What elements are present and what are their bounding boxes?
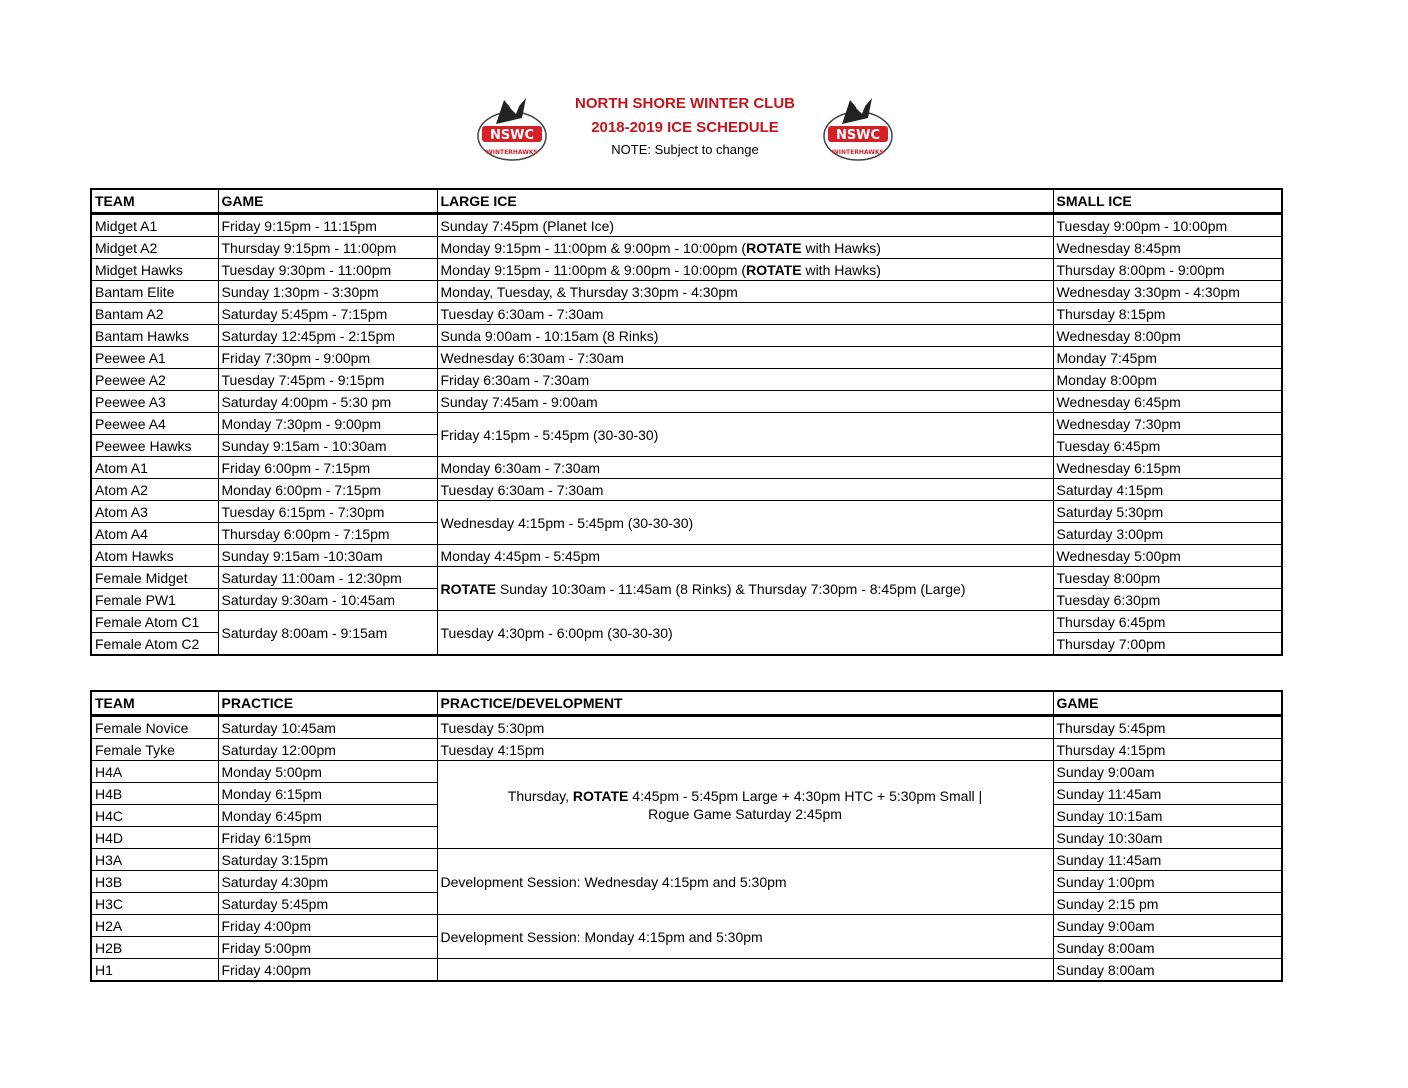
practice-cell: Friday 4:00pm xyxy=(218,959,437,982)
table-row xyxy=(91,259,1282,281)
team-cell: Peewee A1 xyxy=(91,347,218,369)
small-ice-cell: Thursday 8:00pm - 9:00pm xyxy=(1053,259,1282,281)
table-header-row xyxy=(91,189,1282,214)
team-cell: Peewee A2 xyxy=(91,369,218,391)
rotate-label: ROTATE xyxy=(746,239,802,256)
large-ice-cell: Friday 4:15pm - 5:45pm (30-30-30) xyxy=(437,413,1053,457)
logo-subtext: WINTERHAWKS xyxy=(486,149,538,156)
team-cell: Midget A1 xyxy=(91,214,218,237)
large-ice-cell: Sunday 7:45pm (Planet Ice) xyxy=(437,214,1053,237)
development-cell xyxy=(437,959,1053,982)
practice-cell: Saturday 3:15pm xyxy=(218,849,437,871)
game-cell: Saturday 11:00am - 12:30pm xyxy=(218,567,437,589)
game-cell: Thursday 5:45pm xyxy=(1053,716,1282,739)
game-cell: Sunday 8:00am xyxy=(1053,959,1282,982)
game-cell: Tuesday 6:15pm - 7:30pm xyxy=(218,501,437,523)
large-ice-cell: Wednesday 6:30am - 7:30am xyxy=(437,347,1053,369)
large-ice-text: Sunday 10:30am - 11:45am (8 Rinks) & Thursday 7:30pm - 8:45pm (Large) xyxy=(495,580,966,597)
game-cell: Thursday 6:00pm - 7:15pm xyxy=(218,523,437,545)
game-cell: Friday 9:15pm - 11:15pm xyxy=(218,214,437,237)
game-cell: Friday 7:30pm - 9:00pm xyxy=(218,347,437,369)
team-cell: H4B xyxy=(91,783,218,805)
game-cell: Tuesday 7:45pm - 9:15pm xyxy=(218,369,437,391)
team-cell: Atom A2 xyxy=(91,479,218,501)
game-cell: Saturday 4:00pm - 5:30 pm xyxy=(218,391,437,413)
practice-cell: Monday 6:15pm xyxy=(218,783,437,805)
small-ice-cell: Tuesday 8:00pm xyxy=(1053,567,1282,589)
table-row xyxy=(91,391,1282,413)
game-cell: Monday 6:00pm - 7:15pm xyxy=(218,479,437,501)
schedule-note: NOTE: Subject to change xyxy=(611,142,759,157)
table-row xyxy=(91,545,1282,567)
table-row xyxy=(91,567,1282,589)
team-cell: H2B xyxy=(91,937,218,959)
table-row xyxy=(91,347,1282,369)
small-ice-cell: Saturday 5:30pm xyxy=(1053,501,1282,523)
large-ice-cell xyxy=(437,567,1053,611)
team-cell: Peewee A4 xyxy=(91,413,218,435)
header-text xyxy=(520,92,850,160)
col-header-team: TEAM xyxy=(91,691,218,716)
development-cell: Development Session: Monday 4:15pm and 5:30pm xyxy=(437,915,1053,959)
game-cell: Sunday 11:45am xyxy=(1053,849,1282,871)
small-ice-cell: Saturday 4:15pm xyxy=(1053,479,1282,501)
large-ice-cell xyxy=(437,259,1053,281)
table-row xyxy=(91,325,1282,347)
team-cell: H4C xyxy=(91,805,218,827)
team-cell: Atom A1 xyxy=(91,457,218,479)
team-cell: Atom A3 xyxy=(91,501,218,523)
development-text: Thursday, xyxy=(507,787,573,804)
schedule-header xyxy=(0,92,1408,172)
team-cell: Female Midget xyxy=(91,567,218,589)
logo-subtext: WINTERHAWKS xyxy=(832,149,884,156)
development-cell: Tuesday 4:15pm xyxy=(437,739,1053,761)
game-cell: Sunday 9:15am -10:30am xyxy=(218,545,437,567)
large-ice-text: with Hawks) xyxy=(801,239,881,256)
small-ice-cell: Monday 7:45pm xyxy=(1053,347,1282,369)
table-row xyxy=(91,281,1282,303)
game-cell: Sunday 9:00am xyxy=(1053,915,1282,937)
table-row xyxy=(91,369,1282,391)
development-cell: Tuesday 5:30pm xyxy=(437,716,1053,739)
practice-cell: Saturday 4:30pm xyxy=(218,871,437,893)
col-header-game: GAME xyxy=(218,189,437,214)
team-cell: H4A xyxy=(91,761,218,783)
table-row xyxy=(91,849,1282,871)
table-row xyxy=(91,761,1282,783)
large-ice-cell: Tuesday 6:30am - 7:30am xyxy=(437,303,1053,325)
table-row xyxy=(91,501,1282,523)
practice-cell: Saturday 5:45pm xyxy=(218,893,437,915)
small-ice-cell: Wednesday 8:00pm xyxy=(1053,325,1282,347)
large-ice-cell: Sunda 9:00am - 10:15am (8 Rinks) xyxy=(437,325,1053,347)
practice-cell: Saturday 10:45am xyxy=(218,716,437,739)
col-header-game: GAME xyxy=(1053,691,1282,716)
col-header-large-ice: LARGE ICE xyxy=(437,189,1053,214)
game-cell: Saturday 12:45pm - 2:15pm xyxy=(218,325,437,347)
small-ice-cell: Thursday 8:15pm xyxy=(1053,303,1282,325)
game-cell: Friday 6:00pm - 7:15pm xyxy=(218,457,437,479)
game-cell: Sunday 11:45am xyxy=(1053,783,1282,805)
team-cell: Atom A4 xyxy=(91,523,218,545)
team-cell: Bantam A2 xyxy=(91,303,218,325)
table-header-row xyxy=(91,691,1282,716)
team-cell: Female Novice xyxy=(91,716,218,739)
rotate-label: ROTATE xyxy=(746,261,802,278)
team-cell: Bantam Elite xyxy=(91,281,218,303)
large-ice-text: Monday 9:15pm - 11:00pm & 9:00pm - 10:00pm ( xyxy=(440,239,747,256)
game-cell: Saturday 5:45pm - 7:15pm xyxy=(218,303,437,325)
practice-cell: Friday 5:00pm xyxy=(218,937,437,959)
team-cell: Midget A2 xyxy=(91,237,218,259)
logo-text: NSWC xyxy=(489,128,535,143)
development-cell xyxy=(437,761,1053,849)
game-cell: Sunday 9:00am xyxy=(1053,761,1282,783)
game-cell: Saturday 8:00am - 9:15am xyxy=(218,611,437,656)
rotate-label: ROTATE xyxy=(572,787,629,804)
table-row xyxy=(91,716,1282,739)
large-ice-text: with Hawks) xyxy=(801,261,881,278)
game-cell: Sunday 10:15am xyxy=(1053,805,1282,827)
table-row xyxy=(91,739,1282,761)
large-ice-text: Monday 9:15pm - 11:00pm & 9:00pm - 10:00pm ( xyxy=(440,261,747,278)
team-cell: H3C xyxy=(91,893,218,915)
ice-schedule-table xyxy=(90,188,1283,656)
large-ice-cell: Tuesday 6:30am - 7:30am xyxy=(437,479,1053,501)
table-row xyxy=(91,237,1282,259)
large-ice-cell xyxy=(437,237,1053,259)
practice-cell: Friday 6:15pm xyxy=(218,827,437,849)
small-ice-cell: Wednesday 8:45pm xyxy=(1053,237,1282,259)
col-header-small-ice: SMALL ICE xyxy=(1053,189,1282,214)
development-cell: Development Session: Wednesday 4:15pm and 5:30pm xyxy=(437,849,1053,915)
rogue-game-text: Rogue Game Saturday 2:45pm xyxy=(648,805,842,822)
table-row xyxy=(91,959,1282,982)
team-cell: Female PW1 xyxy=(91,589,218,611)
club-name: NORTH SHORE WINTER CLUB xyxy=(575,95,795,112)
game-cell: Tuesday 9:30pm - 11:00pm xyxy=(218,259,437,281)
large-ice-cell: Monday, Tuesday, & Thursday 3:30pm - 4:30pm xyxy=(437,281,1053,303)
table-row xyxy=(91,457,1282,479)
small-ice-cell: Tuesday 6:45pm xyxy=(1053,435,1282,457)
practice-cell: Monday 5:00pm xyxy=(218,761,437,783)
small-ice-cell: Monday 8:00pm xyxy=(1053,369,1282,391)
table-row xyxy=(91,915,1282,937)
col-header-practice-development: PRACTICE/DEVELOPMENT xyxy=(437,691,1053,716)
small-ice-cell: Wednesday 3:30pm - 4:30pm xyxy=(1053,281,1282,303)
small-ice-cell: Saturday 3:00pm xyxy=(1053,523,1282,545)
game-cell: Saturday 9:30am - 10:45am xyxy=(218,589,437,611)
game-cell: Sunday 1:30pm - 3:30pm xyxy=(218,281,437,303)
practice-schedule-table xyxy=(90,690,1283,982)
team-cell: Midget Hawks xyxy=(91,259,218,281)
nswc-logo xyxy=(820,94,896,164)
team-cell: Peewee Hawks xyxy=(91,435,218,457)
team-cell: Bantam Hawks xyxy=(91,325,218,347)
team-cell: Female Tyke xyxy=(91,739,218,761)
small-ice-cell: Tuesday 6:30pm xyxy=(1053,589,1282,611)
large-ice-cell: Friday 6:30am - 7:30am xyxy=(437,369,1053,391)
game-cell: Sunday 9:15am - 10:30am xyxy=(218,435,437,457)
practice-cell: Saturday 12:00pm xyxy=(218,739,437,761)
team-cell: H1 xyxy=(91,959,218,982)
game-cell: Thursday 9:15pm - 11:00pm xyxy=(218,237,437,259)
large-ice-cell: Tuesday 4:30pm - 6:00pm (30-30-30) xyxy=(437,611,1053,656)
game-cell: Thursday 4:15pm xyxy=(1053,739,1282,761)
col-header-team: TEAM xyxy=(91,189,218,214)
large-ice-cell: Monday 4:45pm - 5:45pm xyxy=(437,545,1053,567)
small-ice-cell: Wednesday 7:30pm xyxy=(1053,413,1282,435)
table-row xyxy=(91,303,1282,325)
team-cell: Female Atom C1 xyxy=(91,611,218,633)
table-row xyxy=(91,413,1282,435)
large-ice-cell: Sunday 7:45am - 9:00am xyxy=(437,391,1053,413)
game-cell: Sunday 8:00am xyxy=(1053,937,1282,959)
small-ice-cell: Wednesday 6:15pm xyxy=(1053,457,1282,479)
small-ice-cell: Thursday 6:45pm xyxy=(1053,611,1282,633)
small-ice-cell: Wednesday 6:45pm xyxy=(1053,391,1282,413)
game-cell: Sunday 2:15 pm xyxy=(1053,893,1282,915)
team-cell: H3B xyxy=(91,871,218,893)
rotate-label: ROTATE xyxy=(440,580,496,597)
development-text: 4:45pm - 5:45pm Large + 4:30pm HTC + 5:30pm Small | xyxy=(628,787,983,804)
team-cell: H4D xyxy=(91,827,218,849)
small-ice-cell: Wednesday 5:00pm xyxy=(1053,545,1282,567)
team-cell: Atom Hawks xyxy=(91,545,218,567)
col-header-practice: PRACTICE xyxy=(218,691,437,716)
large-ice-cell: Wednesday 4:15pm - 5:45pm (30-30-30) xyxy=(437,501,1053,545)
schedule-title: 2018-2019 ICE SCHEDULE xyxy=(591,119,779,136)
practice-cell: Friday 4:00pm xyxy=(218,915,437,937)
team-cell: Female Atom C2 xyxy=(91,633,218,656)
practice-cell: Monday 6:45pm xyxy=(218,805,437,827)
table-row xyxy=(91,611,1282,633)
team-cell: H2A xyxy=(91,915,218,937)
table-row xyxy=(91,214,1282,237)
large-ice-cell: Monday 6:30am - 7:30am xyxy=(437,457,1053,479)
small-ice-cell: Thursday 7:00pm xyxy=(1053,633,1282,656)
game-cell: Sunday 1:00pm xyxy=(1053,871,1282,893)
small-ice-cell: Tuesday 9:00pm - 10:00pm xyxy=(1053,214,1282,237)
game-cell: Sunday 10:30am xyxy=(1053,827,1282,849)
game-cell: Monday 7:30pm - 9:00pm xyxy=(218,413,437,435)
table-row xyxy=(91,479,1282,501)
logo-text: NSWC xyxy=(835,128,881,143)
team-cell: Peewee A3 xyxy=(91,391,218,413)
team-cell: H3A xyxy=(91,849,218,871)
